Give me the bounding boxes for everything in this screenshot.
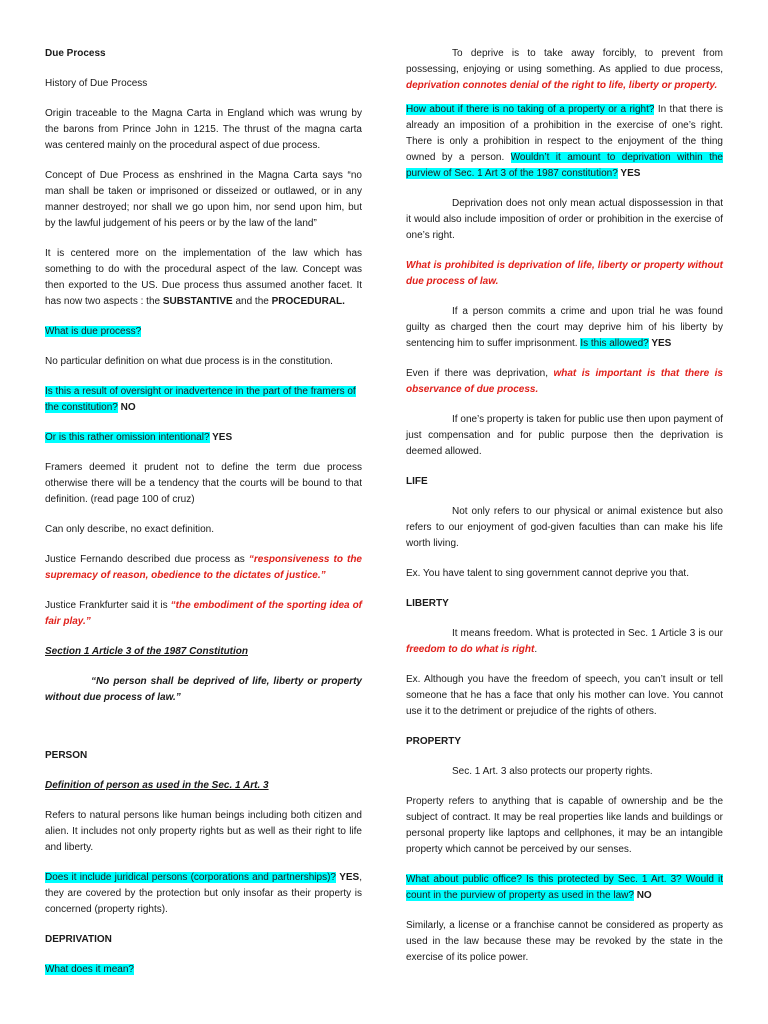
document-title: Due Process — [45, 48, 106, 59]
person-definition-heading: Definition of person as used in the Sec. 1 Art. 3 — [45, 780, 269, 791]
fernando-paragraph — [45, 552, 362, 584]
juridical-answer-text: , they are covered by the protection but only insofar as their property is concerned (property rights). — [45, 872, 362, 915]
life-paragraph: Not only refers to our physical or animal existence but also refers to our enjoyment of god-given faculties than can make his life worth living. — [406, 506, 723, 549]
right-column — [406, 46, 723, 966]
origin-paragraph: Origin traceable to the Magna Carta in England which was wrung by the barons from Prince John in 1215. The thrust of the magna carta was centered mainly on the procedural aspect of due process. — [45, 108, 362, 151]
property-refers-paragraph: Property refers to anything that is capable of ownership and be the subject of contract. It may be real properties like lands and buildings or personal property like laptops and cellphones, it may be an intangible property which cannot be perceived by our senses. — [406, 796, 723, 855]
section-heading: Section 1 Article 3 of the 1987 Constitution — [45, 646, 248, 657]
property-protects-paragraph: Sec. 1 Art. 3 also protects our property rights. — [452, 766, 653, 777]
frankfurter-quote: “the embodiment of the sporting idea of fair play.” — [45, 600, 363, 627]
highlighted-question: Does it include juridical persons (corporations and partnerships)? — [45, 872, 336, 883]
describe-paragraph: Can only describe, no exact definition. — [45, 524, 214, 535]
answer-yes: YES — [617, 168, 641, 179]
centered-and: and the — [232, 296, 272, 307]
substantive-term: SUBSTANTIVE — [162, 296, 233, 307]
centered-paragraph — [45, 246, 362, 310]
left-column — [45, 46, 362, 978]
section-quote: “No person shall be deprived of life, liberty or property without due process of law.” — [45, 676, 362, 703]
prohibited-paragraph: What is prohibited is deprivation of life, liberty or property without due process of law. — [406, 260, 723, 287]
person-heading: PERSON — [45, 750, 88, 761]
centered-text: It is centered more on the implementation of the law which has something to do with the procedural aspect of the law. Concept was then exported to the US. Due process thus assumed another facet. It has now two aspects : the — [45, 248, 362, 307]
frankfurter-paragraph — [45, 598, 362, 630]
not-only-paragraph: Deprivation does not only mean actual dispossession in that it would also include imposition of order or prohibition in the exercise of one’s right. — [406, 198, 723, 241]
highlighted-question: Is this a result of oversight or inadvertence in the part of the framers of the constitution? — [45, 386, 356, 413]
liberty-paragraph — [406, 626, 723, 658]
how-about-text: In that there is already an imposition of a prohibition in the exercise of one’s right. There is only a prohibition in respect to the enjoyment of the thing owned by a person. — [406, 104, 723, 163]
highlighted-question: What does it mean? — [45, 964, 134, 975]
life-example: Ex. You have talent to sing government cannot deprive you that. — [406, 568, 689, 579]
liberty-example: Ex. Although you have the freedom of speech, you can’t insult or tell someone that he has a face that only his mother can love. You cannot use it to the detriment or prejudice of the rights of others. — [406, 674, 723, 717]
crime-paragraph — [406, 304, 723, 352]
deprive-paragraph — [406, 46, 723, 94]
no-definition-paragraph: No particular definition on what due process is in the constitution. — [45, 356, 333, 367]
highlighted-question: What is due process? — [45, 326, 142, 337]
fernando-quote: “responsiveness to the supremacy of reason, obedience to the dictates of justice.” — [45, 554, 362, 581]
natural-persons-paragraph: Refers to natural persons like human beings including both citizen and alien. It includes not only property rights but as well as their right to life and liberty. — [45, 810, 362, 853]
liberty-end: . — [534, 644, 538, 655]
procedural-term: PROCEDURAL. — [271, 296, 345, 307]
how-about-paragraph — [406, 102, 723, 182]
crime-text: If a person commits a crime and upon trial he was found guilty as charged then the court may deprive him of his liberty by sentencing him to suffer imprisonment. — [406, 306, 723, 349]
highlighted-question: Or is this rather omission intentional? — [45, 432, 210, 443]
frankfurter-text: Justice Frankfurter said it is — [45, 600, 171, 611]
highlighted-question: Wouldn’t it amount to deprivation within the purview of Sec. 1 Art 3 of the 1987 constitution? — [406, 152, 723, 179]
answer-yes: YES — [648, 338, 672, 349]
highlighted-question: What about public office? Is this protected by Sec. 1 Art. 3? Would it count in the purview of property as used in the law? — [406, 874, 723, 901]
public-office-paragraph — [406, 872, 723, 904]
deprive-red-text: deprivation connotes denial of the right to life, liberty or property. — [406, 80, 718, 91]
answer-no: NO — [117, 402, 136, 413]
property-heading: PROPERTY — [406, 736, 462, 747]
question-oversight — [45, 384, 362, 416]
answer-yes: YES — [209, 432, 233, 443]
highlighted-question: Is this allowed? — [580, 338, 649, 349]
deprivation-heading: DEPRIVATION — [45, 934, 112, 945]
framers-paragraph: Framers deemed it prudent not to define the term due process otherwise there will be a tendency that the courts will be bound to that definition. (read page 100 of cruz) — [45, 462, 362, 505]
liberty-red-text: freedom to do what is right — [406, 644, 535, 655]
question-omission — [45, 430, 362, 446]
highlighted-question: How about if there is no taking of a property or a right? — [406, 104, 655, 115]
life-heading: LIFE — [406, 476, 428, 487]
fernando-text: Justice Fernando described due process as — [45, 554, 249, 565]
even-if-text: Even if there was deprivation, — [406, 368, 554, 379]
liberty-heading: LIBERTY — [406, 598, 449, 609]
history-heading: History of Due Process — [45, 78, 148, 89]
juridical-paragraph — [45, 870, 362, 918]
even-if-paragraph — [406, 366, 723, 398]
question-what-is-due-process — [45, 324, 362, 340]
liberty-text: It means freedom. What is protected in Sec. 1 Article 3 is our — [452, 628, 723, 639]
deprive-text: To deprive is to take away forcibly, to prevent from possessing, enjoying or using something. As applied to due process, — [406, 48, 723, 75]
concept-paragraph: Concept of Due Process as enshrined in the Magna Carta says “no man shall be taken or imprisoned or disseized or outlawed, or in any manner destroyed; nor shall we go upon him, nor send upon him, but by the lawful judgement of his peers or by the law of the land” — [45, 170, 362, 229]
answer-yes: YES — [339, 872, 360, 883]
answer-no: NO — [633, 890, 652, 901]
license-paragraph: Similarly, a license or a franchise cannot be considered as property as used in the law because these may be revoked by the state in the exercise of its police power. — [406, 920, 723, 963]
public-use-paragraph: If one’s property is taken for public use then upon payment of just compensation and for public purpose then the deprivation is deemed allowed. — [406, 414, 723, 457]
question-what-does-it-mean — [45, 962, 362, 978]
even-if-red-text: what is important is that there is observance of due process. — [406, 368, 723, 395]
